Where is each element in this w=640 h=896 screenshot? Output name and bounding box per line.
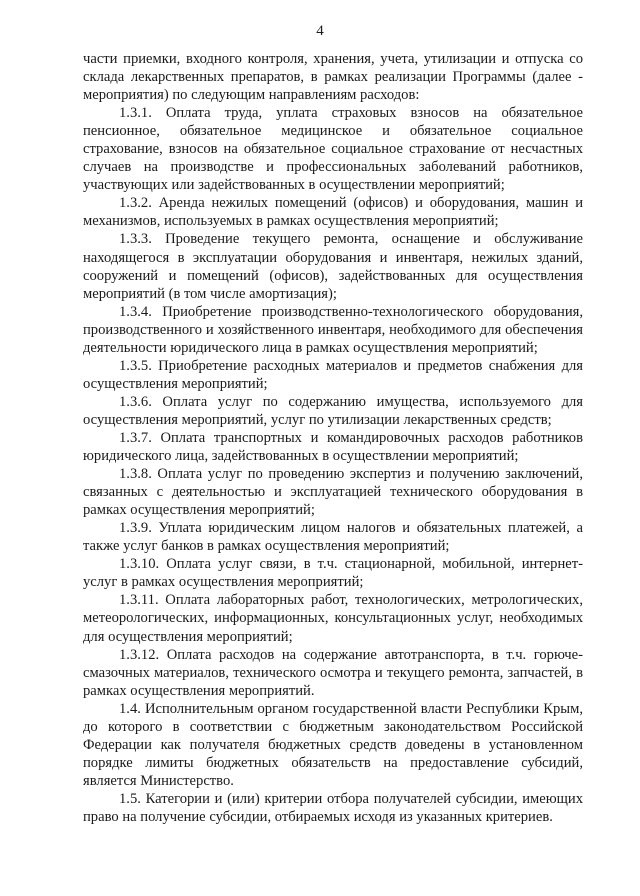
paragraph-1-3-9: 1.3.9. Уплата юридическим лицом налогов и обязательных платежей, а также услуг банков в рамках осуществления мероприятий; <box>83 520 583 555</box>
paragraph-1-4: 1.4. Исполнительным органом государственной власти Республики Крым, до которого в соответствии с бюджетным законодательством Российской Федерации как получателя бюджетных средств доведены в установленном порядке лимиты бюджетных обязательств на предоставление субсидий, является Министерство. <box>83 700 583 789</box>
document-body <box>83 50 583 826</box>
paragraph-1-3-12: 1.3.12. Оплата расходов на содержание автотранспорта, в т.ч. горюче-смазочных материалов, технического осмотра и текущего ремонта, запчастей, в рамках осуществления мероприятий. <box>83 646 583 699</box>
paragraph-1-3-1: 1.3.1. Оплата труда, уплата страховых взносов на обязательное пенсионное, обязательное медицинское и обязательное социальное страхование, взносов на обязательное социальное страхование от несчастных случаев на производстве и профессиональных заболеваний работников, участвующих или задействованных в осуществлении мероприятий; <box>83 105 583 194</box>
paragraph-1-3-7: 1.3.7. Оплата транспортных и командировочных расходов работников юридического лица, задействованных в осуществлении мероприятий; <box>83 429 583 465</box>
page-number: 4 <box>316 23 324 39</box>
paragraph-1-3-5: 1.3.5. Приобретение расходных материалов и предметов снабжения для осуществления мероприятий; <box>83 357 583 392</box>
paragraph-1-3-8: 1.3.8. Оплата услуг по проведению экспертиз и получению заключений, связанных с деятельностью и эксплуатацией технического оборудования в рамках осуществления мероприятий; <box>83 466 583 519</box>
paragraph-1-3-3: 1.3.3. Проведение текущего ремонта, оснащение и обслуживание находящегося в эксплуатации оборудования и инвентаря, нежилых зданий, сооружений и помещений (офисов), задействованных для осуществления мероприятий (в том числе амортизация); <box>83 231 583 302</box>
paragraph-intro-continuation: части приемки, входного контроля, хранения, учета, утилизации и отпуска со склада лекарственных препаратов, в рамках реализации Программы (далее - мероприятия) по следующим направлениям расходов: <box>83 51 583 104</box>
paragraph-1-3-6: 1.3.6. Оплата услуг по содержанию имущества, используемого для осуществления мероприятий, услуг по утилизации лекарственных средств; <box>83 393 583 428</box>
paragraph-1-3-4: 1.3.4. Приобретение производственно-технологического оборудования, производственного и хозяйственного инвентаря, необходимого для обеспечения деятельности юридического лица в рамках осуществления мероприятий; <box>83 303 583 356</box>
paragraph-1-3-11: 1.3.11. Оплата лабораторных работ, технологических, метрологических, метеорологических, информационных, консультационных услуг, необходимых для осуществления мероприятий; <box>83 592 583 645</box>
paragraph-1-3-2: 1.3.2. Аренда нежилых помещений (офисов) и оборудования, машин и механизмов, используемых в рамках осуществления мероприятий; <box>83 195 583 230</box>
paragraph-1-3-10: 1.3.10. Оплата услуг связи, в т.ч. стационарной, мобильной, интернет-услуг в рамках осуществления мероприятий; <box>83 556 583 591</box>
paragraph-1-5: 1.5. Категории и (или) критерии отбора получателей субсидии, имеющих право на получение субсидии, отбираемых исходя из указанных критериев. <box>83 790 583 825</box>
